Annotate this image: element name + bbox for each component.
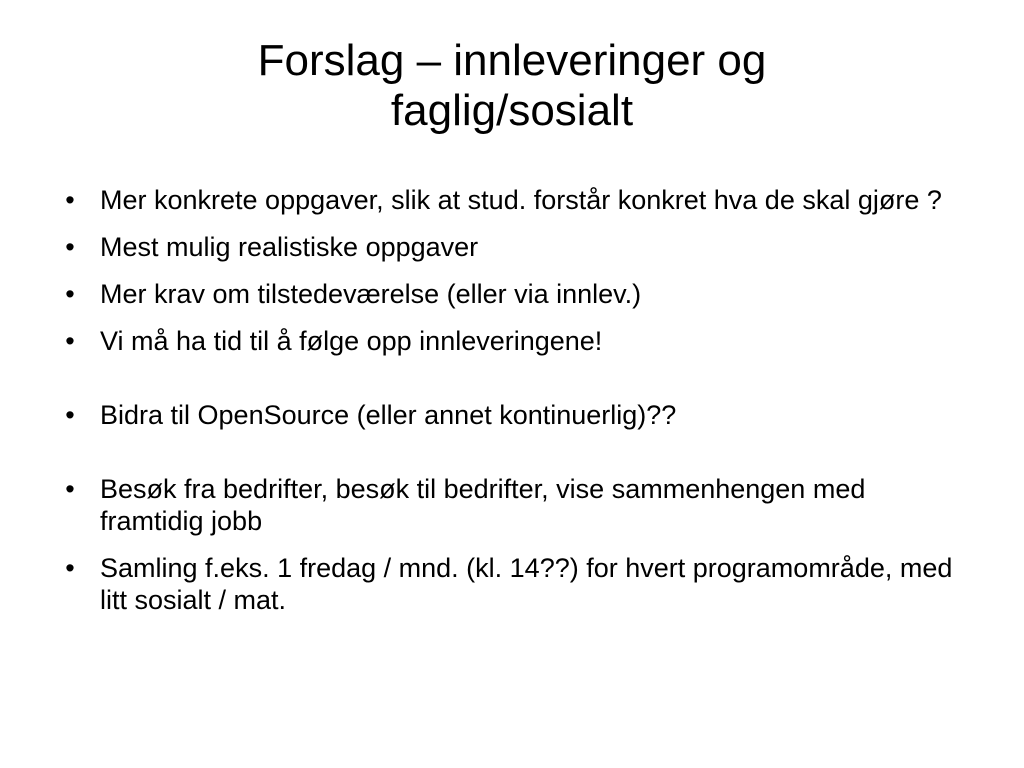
bullet-icon: •: [65, 553, 75, 583]
bullet-icon: •: [65, 185, 75, 215]
bullet-text: Samling f.eks. 1 fredag / mnd. (kl. 14??) for hvert programområde, med litt sosialt / mat.: [100, 553, 953, 615]
bullet-icon: •: [65, 326, 75, 356]
bullet-item: [60, 184, 960, 216]
bullet-text: Vi må ha tid til å følge opp innleveringene!: [100, 326, 603, 356]
bullet-text: Besøk fra bedrifter, besøk til bedrifter, vise sammenhengen med framtidig jobb: [100, 474, 866, 536]
bullet-icon: •: [65, 474, 75, 504]
bullet-icon: •: [65, 232, 75, 262]
slide-title: [60, 36, 964, 136]
bullet-item: [60, 278, 960, 310]
bullet-item: [60, 399, 960, 431]
bullet-text: Mer konkrete oppgaver, slik at stud. forstår konkret hva de skal gjøre ?: [100, 185, 942, 215]
bullet-item: [60, 473, 960, 537]
bullet-text: Mest mulig realistiske oppgaver: [100, 232, 479, 262]
bullet-item: [60, 325, 960, 357]
bullet-list: [60, 184, 960, 616]
bullet-item: [60, 552, 960, 616]
slide-title-line-1: Forslag – innleveringer og: [257, 36, 767, 85]
slide-title-line-2: faglig/sosialt: [390, 86, 634, 135]
bullet-text: Mer krav om tilstedeværelse (eller via innlev.): [100, 279, 642, 309]
bullet-text: Bidra til OpenSource (eller annet kontinuerlig)??: [100, 400, 677, 430]
bullet-icon: •: [65, 400, 75, 430]
bullet-icon: •: [65, 279, 75, 309]
bullet-item: [60, 231, 960, 263]
